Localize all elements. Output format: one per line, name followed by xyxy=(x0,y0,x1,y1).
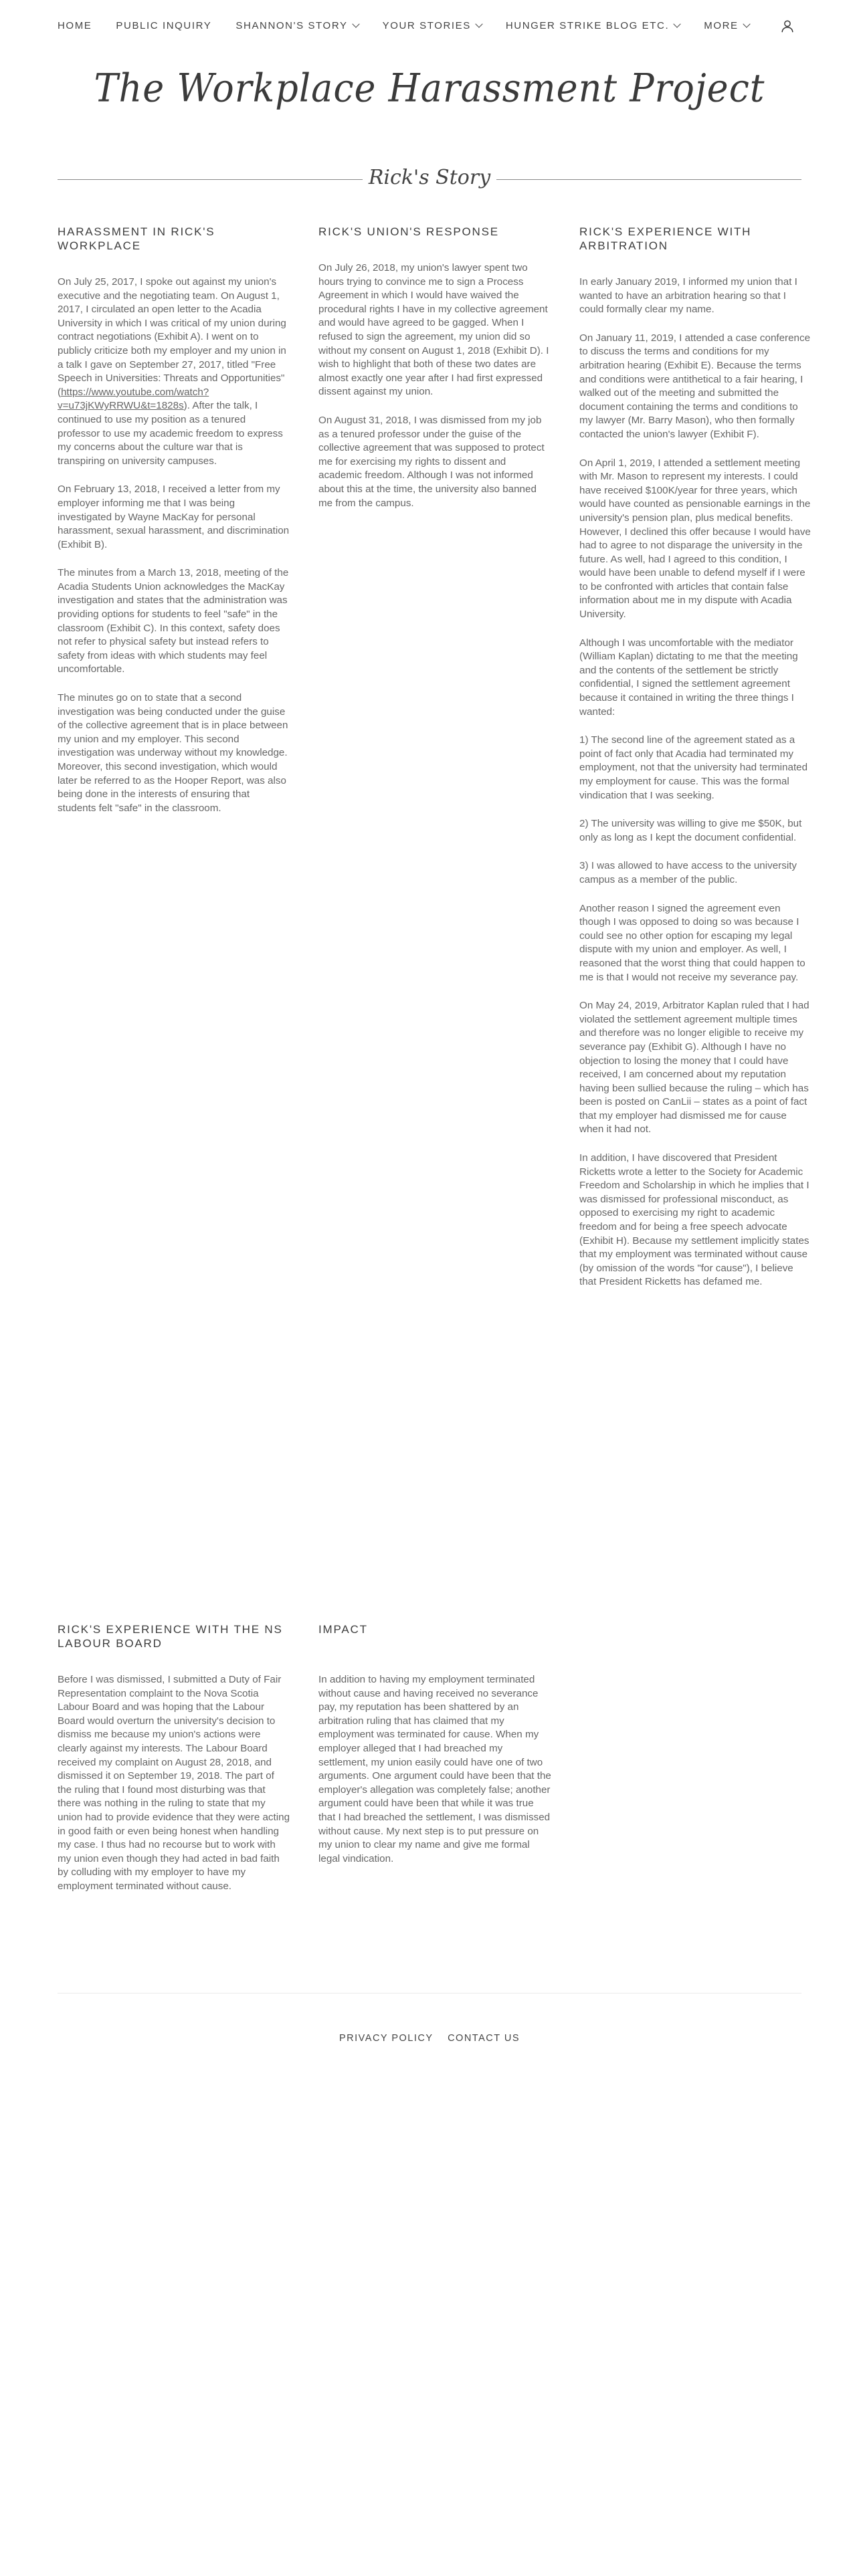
story-title: Rick's Story xyxy=(368,166,491,189)
chevron-down-icon xyxy=(475,20,482,27)
chevron-down-icon xyxy=(674,20,681,27)
impact-heading: IMPACT xyxy=(318,1623,368,1636)
union-paragraph-1: On July 26, 2018, my union's lawyer spent two hours trying to convince me to sign a Process Agreement in which I would have waived the procedural rights I have in my collective agreement and would have agreed to be gagged. When I refused to sign the agreement, my union did so without my consent on August 1, 2018 (Exhibit D). I wish to highlight that both of these two dates are almost exactly one year after I had first expressed dissent against my union. xyxy=(318,262,549,398)
nav-hunger-strike-blog[interactable] xyxy=(506,20,680,31)
nav-your-stories-label: YOUR STORIES xyxy=(382,20,471,31)
nav-home-label: HOME xyxy=(58,20,92,31)
nav-public-inquiry[interactable] xyxy=(116,20,211,31)
impact-paragraph-1: In addition to having my employment terminated without cause and having received no severance pay, my reputation has been shattered by an arbitration ruling that has claimed that my employment was terminated for cause. When my employer alleged that I had breached my settlement, my union easily could have one of two arguments. One argument could have been that the employer's allegation was completely false; another argument could have been that while it was true that I had breached the settlement, I was dismissed without cause. My next step is to put pressure on my union to clear my name and give me formal legal vindication. xyxy=(318,1674,551,1864)
user-icon[interactable] xyxy=(780,19,795,33)
union-heading: RICK'S UNION'S RESPONSE xyxy=(318,225,499,238)
privacy-policy-link[interactable]: PRIVACY POLICY xyxy=(339,2033,434,2044)
contact-us-link[interactable]: CONTACT US xyxy=(448,2033,520,2044)
nav-shannons-story[interactable] xyxy=(235,20,358,31)
arbitration-paragraph: On April 1, 2019, I attended a settlement meeting with Mr. Mason to represent my interests. I could have received $100K/year for three years, which would have counted as pensionable earnings in the university's pension plan, plus medical benefits. However, I declined this offer because I would have had to agree to not disparage the university in the future. As well, had I agreed to this condition, I would have been unable to defend myself if I were to be confronted with articles that contain false information about me in my dispute with Acadia University. xyxy=(579,457,811,621)
arbitration-paragraph: On January 11, 2019, I attended a case conference to discuss the terms and conditions for my arbitration hearing (Exhibit E). Because the terms and conditions were antithetical to a fair hearing, I walked out of the meeting and submitted the document containing the terms and conditions to my lawyer (Mr. Barry Mason), who then formally contacted the union's lawyer (Exhibit F). xyxy=(579,332,811,440)
harassment-paragraph-4: The minutes go on to state that a second investigation was being conducted under the guise of the collective agreement that is in place between my union and my employer. This second investigation was underway without my knowledge. Moreover, this second investigation, which would later be referred to as the Hooper Report, was also being done in the interests of ensuring that students felt "safe" in the classroom. xyxy=(58,692,288,814)
chevron-down-icon xyxy=(743,20,750,27)
nav-your-stories[interactable] xyxy=(383,20,482,31)
union-paragraph-2: On August 31, 2018, I was dismissed from my job as a tenured professor under the guise of the collective agreement that was supposed to protect me for exercising my rights to dissent and academic freedom. Although I was not informed about this at the time, the university also banned me from the campus. xyxy=(318,414,545,509)
impact-section xyxy=(318,1622,551,1881)
divider-right xyxy=(496,179,801,180)
arbitration-paragraph: Another reason I signed the agreement even though I was opposed to doing so was because I could see no other option for escaping my legal dispute with my union and employer. As well, I reasoned that the worst thing that could happen to me is that I would not receive my severance pay. xyxy=(579,902,805,983)
arbitration-paragraph: 3) I was allowed to have access to the university campus as a member of the public. xyxy=(579,860,797,885)
harassment-p1-text: On July 25, 2017, I spoke out against my union's executive and the negotiating team. On August 1, 2017, I circulated an open letter to the Acadia University in which I was critical of my union during contract negotiations (Exhibit A). I went on to publicly criticize both my employer and my union in a talk I gave on September 27, 2017, titled "Free Speech in Universities: Threats and Opportunities" ( xyxy=(58,276,286,398)
harassment-paragraph-2: On February 13, 2018, I received a letter from my employer informing me that I was being investigated by Wayne MacKay for personal harassment, sexual harassment, and discrimination (Exhibit B). xyxy=(58,484,290,550)
harassment-section xyxy=(58,225,290,830)
arbitration-paragraph: 2) The university was willing to give me $50K, but only as long as I kept the document confidential. xyxy=(579,818,802,843)
divider-left xyxy=(58,179,363,180)
arbitration-paragraph: In early January 2019, I informed my union that I wanted to have an arbitration hearing so that I could formally clear my name. xyxy=(579,276,797,316)
site-header xyxy=(0,0,859,53)
nav-more[interactable] xyxy=(704,20,749,31)
youtube-link[interactable]: https://www.youtube.com/watch?v=u73jKWyRRWU&t=1828s xyxy=(58,386,209,412)
chevron-down-icon xyxy=(352,20,359,27)
main-nav xyxy=(58,20,773,31)
nav-hunger-strike-blog-label: HUNGER STRIKE BLOG ETC. xyxy=(505,20,670,31)
site-title: The Workplace Harassment Project xyxy=(94,65,765,111)
nav-public-inquiry-label: PUBLIC INQUIRY xyxy=(116,20,212,31)
nav-more-label: MORE xyxy=(704,20,739,31)
arbitration-section xyxy=(579,225,812,1304)
story-heading xyxy=(58,166,801,193)
arbitration-paragraph: On May 24, 2019, Arbitrator Kaplan ruled that I had violated the settlement agreement multiple times and therefore was no longer eligible to receive my severance pay (Exhibit G). Although I have no objection to losing the money that I could have received, I am concerned about my reputation having been sullied because the ruling – which has been is posted on CanLii – states as a point of fact that my employer had dismissed me for cause when it had not. xyxy=(579,1000,809,1136)
nav-home[interactable] xyxy=(58,20,92,31)
site-footer xyxy=(0,2033,859,2044)
footer-divider xyxy=(58,1993,801,1994)
labour-board-section xyxy=(58,1622,290,1909)
arbitration-paragraph: 1) The second line of the agreement stated as a point of fact only that Acadia had terminated my employment, not that the university had terminated my employment for cause. This was the formal vindication that I was seeking. xyxy=(579,734,808,801)
labour-board-paragraph-1: Before I was dismissed, I submitted a Duty of Fair Representation complaint to the Nova Scotia Labour Board and was hoping that the Labour Board would overturn the university's decision to dismiss me because my union's actions were clearly against my interests. The Labour Board received my complaint on August 28, 2018, and dismissed it on September 19, 2018. The part of the ruling that I found most disturbing was that there was nothing in the ruling to state that my union had to provide evidence that they were acting in good faith or even being honest when handling my case. I thus had no recourse but to work with my union even though they had acted in bad faith by colluding with my employer to have my employment terminated without cause. xyxy=(58,1674,290,1892)
union-section xyxy=(318,225,551,525)
harassment-paragraph-1 xyxy=(58,276,290,468)
harassment-paragraph-3: The minutes from a March 13, 2018, meeting of the Acadia Students Union acknowledges the MacKay investigation and states that the administration was providing options for students to feel "safe" in the classroom (Exhibit C). In this context, safety does not refer to physical safety but instead refers to safety from ideas with which students may feel uncomfortable. xyxy=(58,567,289,675)
harassment-p1-text-end: ). After the talk, I continued to use my position as a tenured professor to use my academic freedom to express my concerns about the culture war that is transpiring on university campuses. xyxy=(58,400,283,467)
nav-shannons-story-label: SHANNON'S STORY xyxy=(235,20,348,31)
arbitration-paragraph: Although I was uncomfortable with the mediator (William Kaplan) dictating to me that the meeting and the contents of the settlement be strictly confidential, I signed the settlement agreement because it contained in writing the three things I wanted: xyxy=(579,637,798,718)
arbitration-paragraph: In addition, I have discovered that President Ricketts wrote a letter to the Society for Academic Freedom and Scholarship in which he implies that I was dismissed for professional misconduct, as opposed to exercising my right to academic freedom and for being a free speech advocate (Exhibit H). Because my settlement implicitly states that my employment was terminated without cause (by omission of the words "for cause"), I believe that President Ricketts has defamed me. xyxy=(579,1152,809,1288)
arbitration-heading: RICK'S EXPERIENCE WITH ARBITRATION xyxy=(579,225,752,252)
harassment-heading: HARASSMENT IN RICK'S WORKPLACE xyxy=(58,225,215,252)
labour-board-heading: RICK'S EXPERIENCE WITH THE NS LABOUR BOARD xyxy=(58,1623,283,1650)
